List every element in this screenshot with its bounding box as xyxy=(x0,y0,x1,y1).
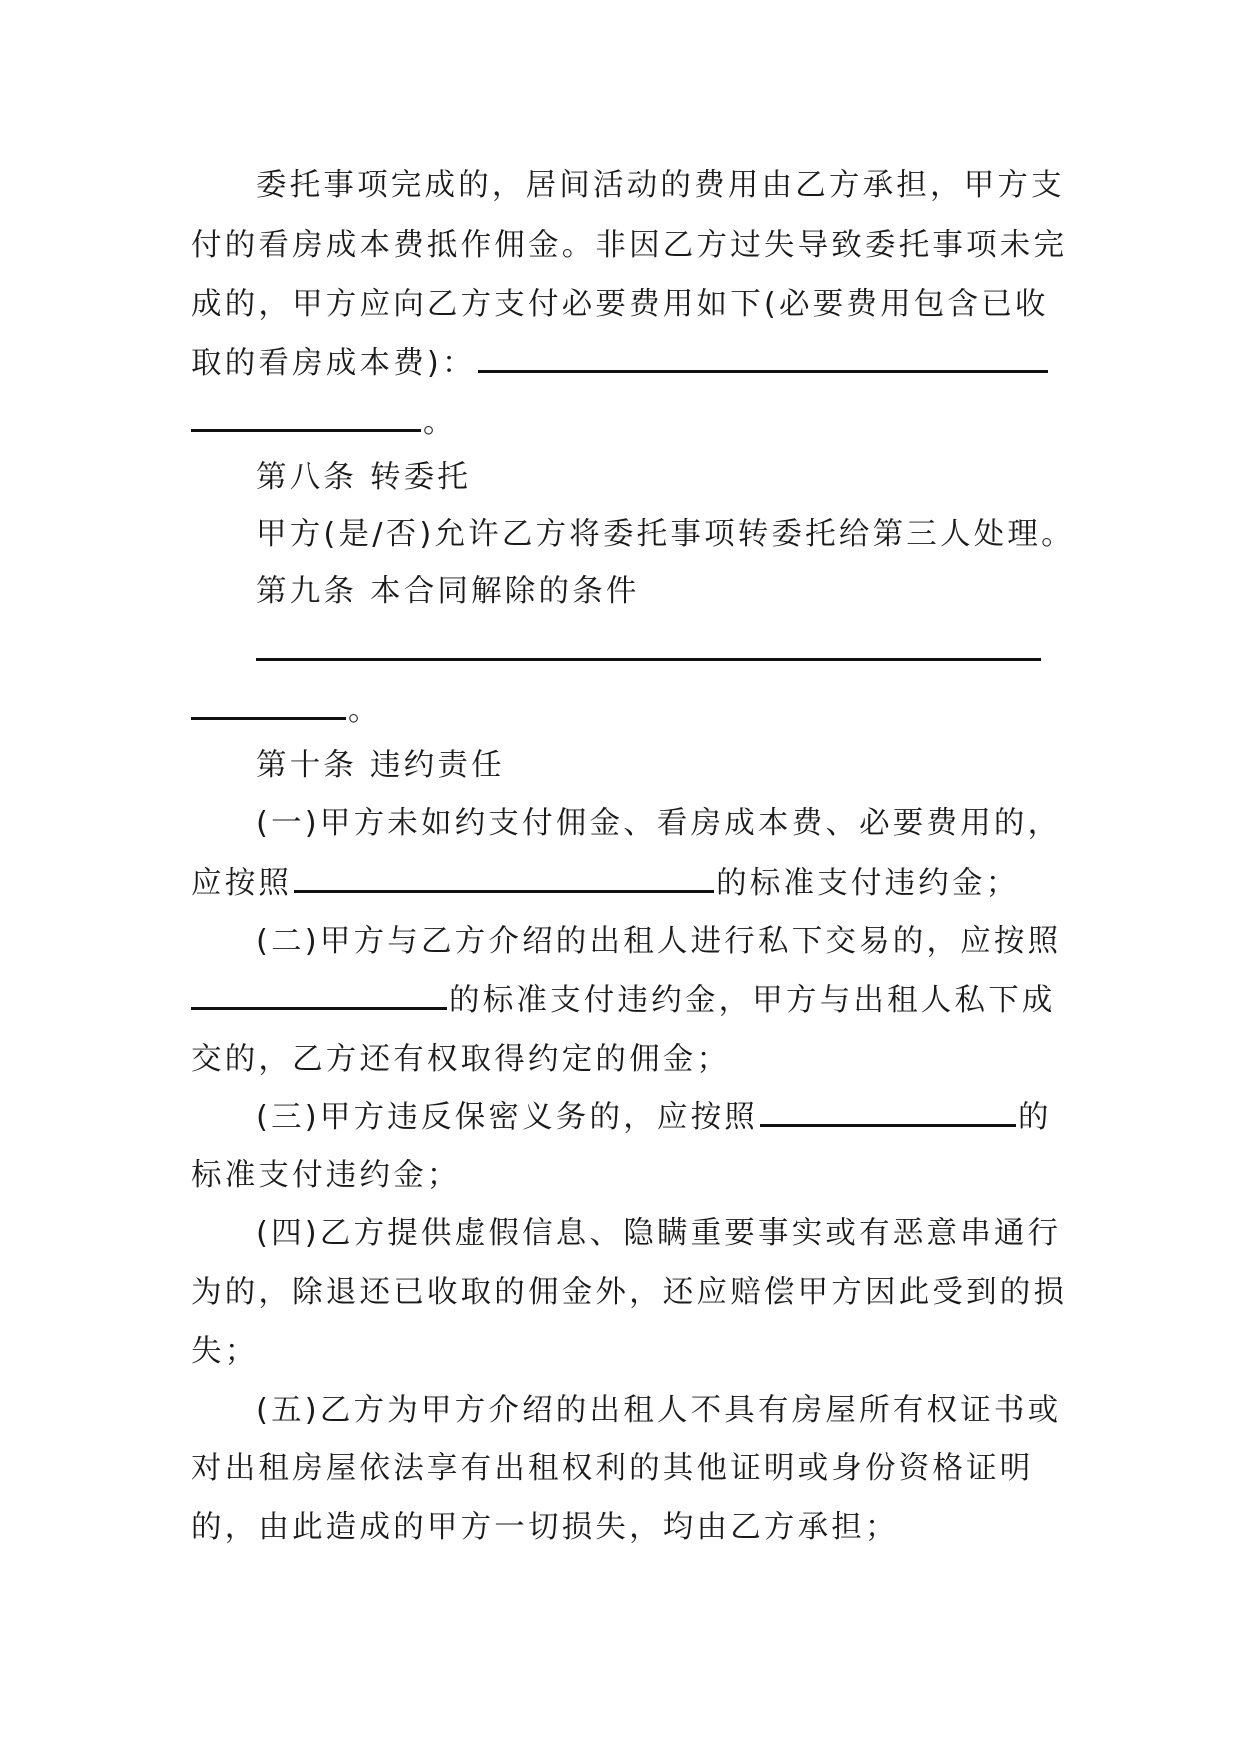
line-text: 。 xyxy=(348,693,382,728)
paragraph-line xyxy=(256,1098,1051,1138)
fill-in-blank[interactable] xyxy=(478,344,1048,373)
article-heading: 第八条 转委托 xyxy=(256,460,472,495)
line-text: 取的看房成本费)： xyxy=(191,346,476,381)
paragraph-line: 标准支付违约金； xyxy=(191,1158,461,1193)
paragraph-line: (四)乙方提供虚假信息、隐瞒重要事实或有恶意串通行 xyxy=(256,1216,1062,1251)
fill-in-blank[interactable] xyxy=(256,632,1041,661)
paragraph-line: 失； xyxy=(191,1334,259,1369)
line-text: 。 xyxy=(423,405,457,440)
paragraph-line xyxy=(191,403,1051,443)
paragraph-line: 交的，乙方还有权取得约定的佣金； xyxy=(191,1042,731,1077)
paragraph-line: 成的，甲方应向乙方支付必要费用如下(必要费用包含已收 xyxy=(191,287,1049,322)
paragraph-line xyxy=(191,864,1051,904)
paragraph-line: 为的，除退还已收取的佣金外，还应赔偿甲方因此受到的损 xyxy=(191,1275,1068,1310)
line-text: 的 xyxy=(1018,1100,1052,1135)
fill-in-blank[interactable] xyxy=(760,1098,1016,1127)
paragraph-line xyxy=(191,344,1051,384)
paragraph-line xyxy=(256,632,1051,672)
line-text: 应按照 xyxy=(191,866,293,901)
paragraph-line: 的，由此造成的甲方一切损失，均由乙方承担； xyxy=(191,1510,899,1545)
line-text: 的标准支付违约金； xyxy=(716,866,1020,901)
paragraph-line: 对出租房屋依法享有出租权利的其他证明或身份资格证明 xyxy=(191,1451,1034,1486)
fill-in-blank[interactable] xyxy=(191,691,346,720)
fill-in-blank[interactable] xyxy=(191,981,447,1010)
paragraph-line xyxy=(191,691,1051,731)
line-text: (三)甲方违反保密义务的，应按照 xyxy=(256,1100,758,1135)
fill-in-blank[interactable] xyxy=(191,403,421,432)
paragraph-line: (五)乙方为甲方介绍的出租人不具有房屋所有权证书或 xyxy=(256,1393,1062,1428)
paragraph-line: (一)甲方未如约支付佣金、看房成本费、必要费用的， xyxy=(256,806,1062,841)
paragraph-line: 委托事项完成的，居间活动的费用由乙方承担，甲方支 xyxy=(256,168,1065,203)
paragraph-line: 付的看房成本费抵作佣金。非因乙方过失导致委托事项未完 xyxy=(191,228,1068,263)
paragraph-line xyxy=(191,981,1056,1021)
article-heading: 第十条 违约责任 xyxy=(256,748,505,783)
paragraph-line: (二)甲方与乙方介绍的出租人进行私下交易的，应按照 xyxy=(256,924,1062,959)
fill-in-blank[interactable] xyxy=(294,864,714,893)
paragraph-line: 甲方(是/否)允许乙方将委托事项转委托给第三人处理。 xyxy=(256,517,1075,552)
article-heading: 第九条 本合同解除的条件 xyxy=(256,574,640,609)
line-text: 的标准支付违约金，甲方与出租人私下成 xyxy=(449,983,1056,1018)
